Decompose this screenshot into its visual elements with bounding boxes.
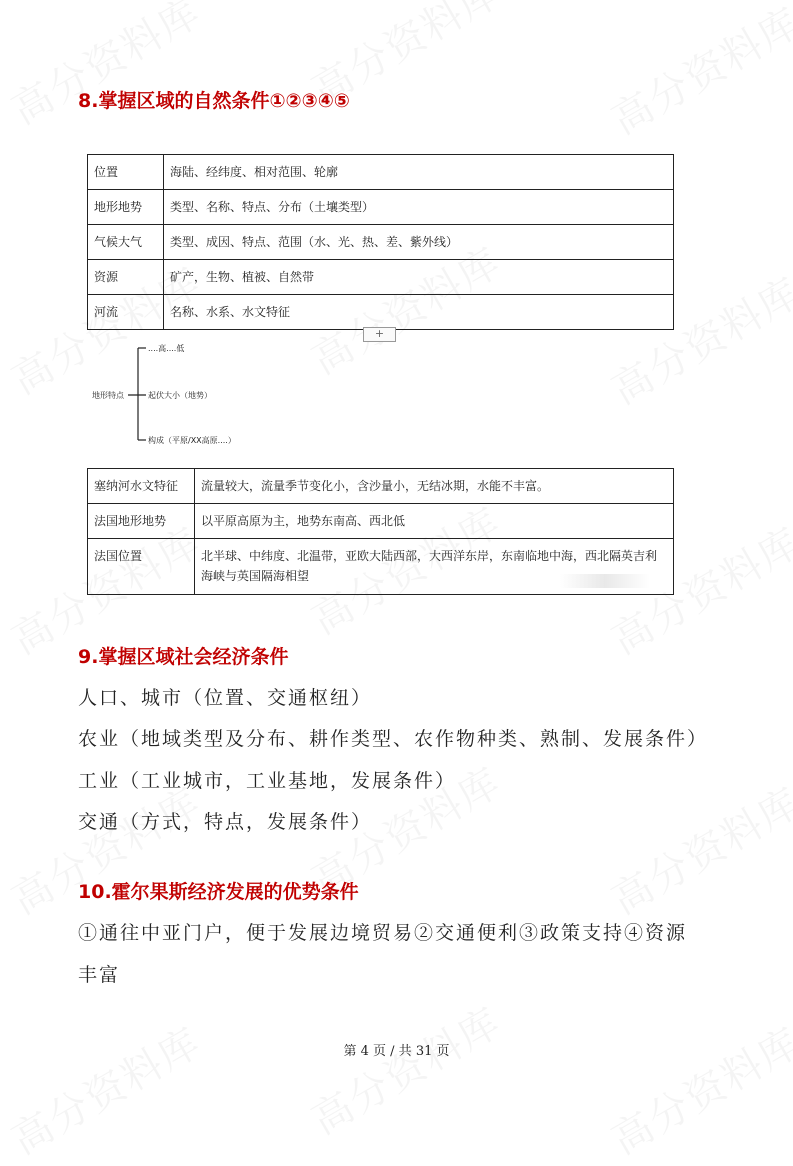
table-cell-value: 类型、名称、特点、分布（土壤类型） (164, 190, 674, 225)
table-row (88, 190, 674, 225)
table-cell-label: 位置 (88, 155, 164, 190)
image-artifact (560, 574, 650, 588)
table-cell-value: 海陆、经纬度、相对范围、轮廓 (164, 155, 674, 190)
table-row (88, 295, 674, 330)
table-cell-value: 矿产，生物、植被、自然带 (164, 260, 674, 295)
watermark (300, 991, 510, 1145)
table-row (88, 155, 674, 190)
table-cell-label: 气候大气 (88, 225, 164, 260)
table-cell-value: 名称、水系、水文特征 (164, 295, 674, 330)
diagram-branch-label: 构成（平原/XX高原....） (148, 436, 236, 445)
body-line: 人口、城市（位置、交通枢纽） (78, 687, 373, 709)
table-cell-label: 地形地势 (88, 190, 164, 225)
natural-conditions-table (87, 154, 674, 330)
terrain-diagram (90, 336, 310, 454)
watermark (600, 0, 793, 146)
diagram-branch-label: ....高....低 (148, 344, 185, 353)
table-cell-label: 塞纳河水文特征 (88, 469, 195, 504)
section-8-heading: 8.掌握区域的自然条件①②③④⑤ (78, 90, 350, 112)
body-line: 农业（地域类型及分布、耕作类型、农作物种类、熟制、发展条件） (78, 728, 709, 750)
watermark (600, 771, 793, 925)
table-cell-value: 类型、成因、特点、范围（水、光、热、差、紫外线） (164, 225, 674, 260)
watermark (600, 1011, 793, 1165)
body-line: ①通往中亚门户，便于发展边境贸易②交通便利③政策支持④资源 (78, 922, 688, 944)
diagram-root-label: 地形特点 (92, 391, 124, 400)
page-footer: 第 4 页 / 共 31 页 (343, 1044, 450, 1059)
table-row (88, 225, 674, 260)
section-9-heading: 9.掌握区域社会经济条件 (78, 646, 289, 668)
table-cell-value: 以平原高原为主，地势东南高、西北低 (195, 504, 674, 539)
diagram-branch-label: 起伏大小（地势） (148, 391, 212, 400)
table-cell-value: 北半球、中纬度、北温带，亚欧大陆西部，大西洋东岸，东南临地中海，西北隔英吉利海峡与英国隔海相望 (195, 539, 674, 595)
table-cell-value: 流量较大，流量季节变化小，含沙量小，无结冰期，水能不丰富。 (195, 469, 674, 504)
table-row (88, 469, 674, 504)
watermark (0, 0, 210, 136)
table-row (88, 504, 674, 539)
body-line: 丰富 (78, 964, 121, 986)
watermark (0, 1011, 210, 1165)
table-cell-label: 法国地形地势 (88, 504, 195, 539)
table-cell-label: 法国位置 (88, 539, 195, 595)
body-line: 交通（方式，特点，发展条件） (78, 811, 373, 833)
section-10-heading: 10.霍尔果斯经济发展的优势条件 (78, 881, 359, 903)
body-line: 工业（工业城市，工业基地，发展条件） (78, 770, 457, 792)
table-cell-label: 资源 (88, 260, 164, 295)
table-row (88, 260, 674, 295)
table-cell-label: 河流 (88, 295, 164, 330)
add-row-button[interactable]: + (363, 327, 396, 342)
